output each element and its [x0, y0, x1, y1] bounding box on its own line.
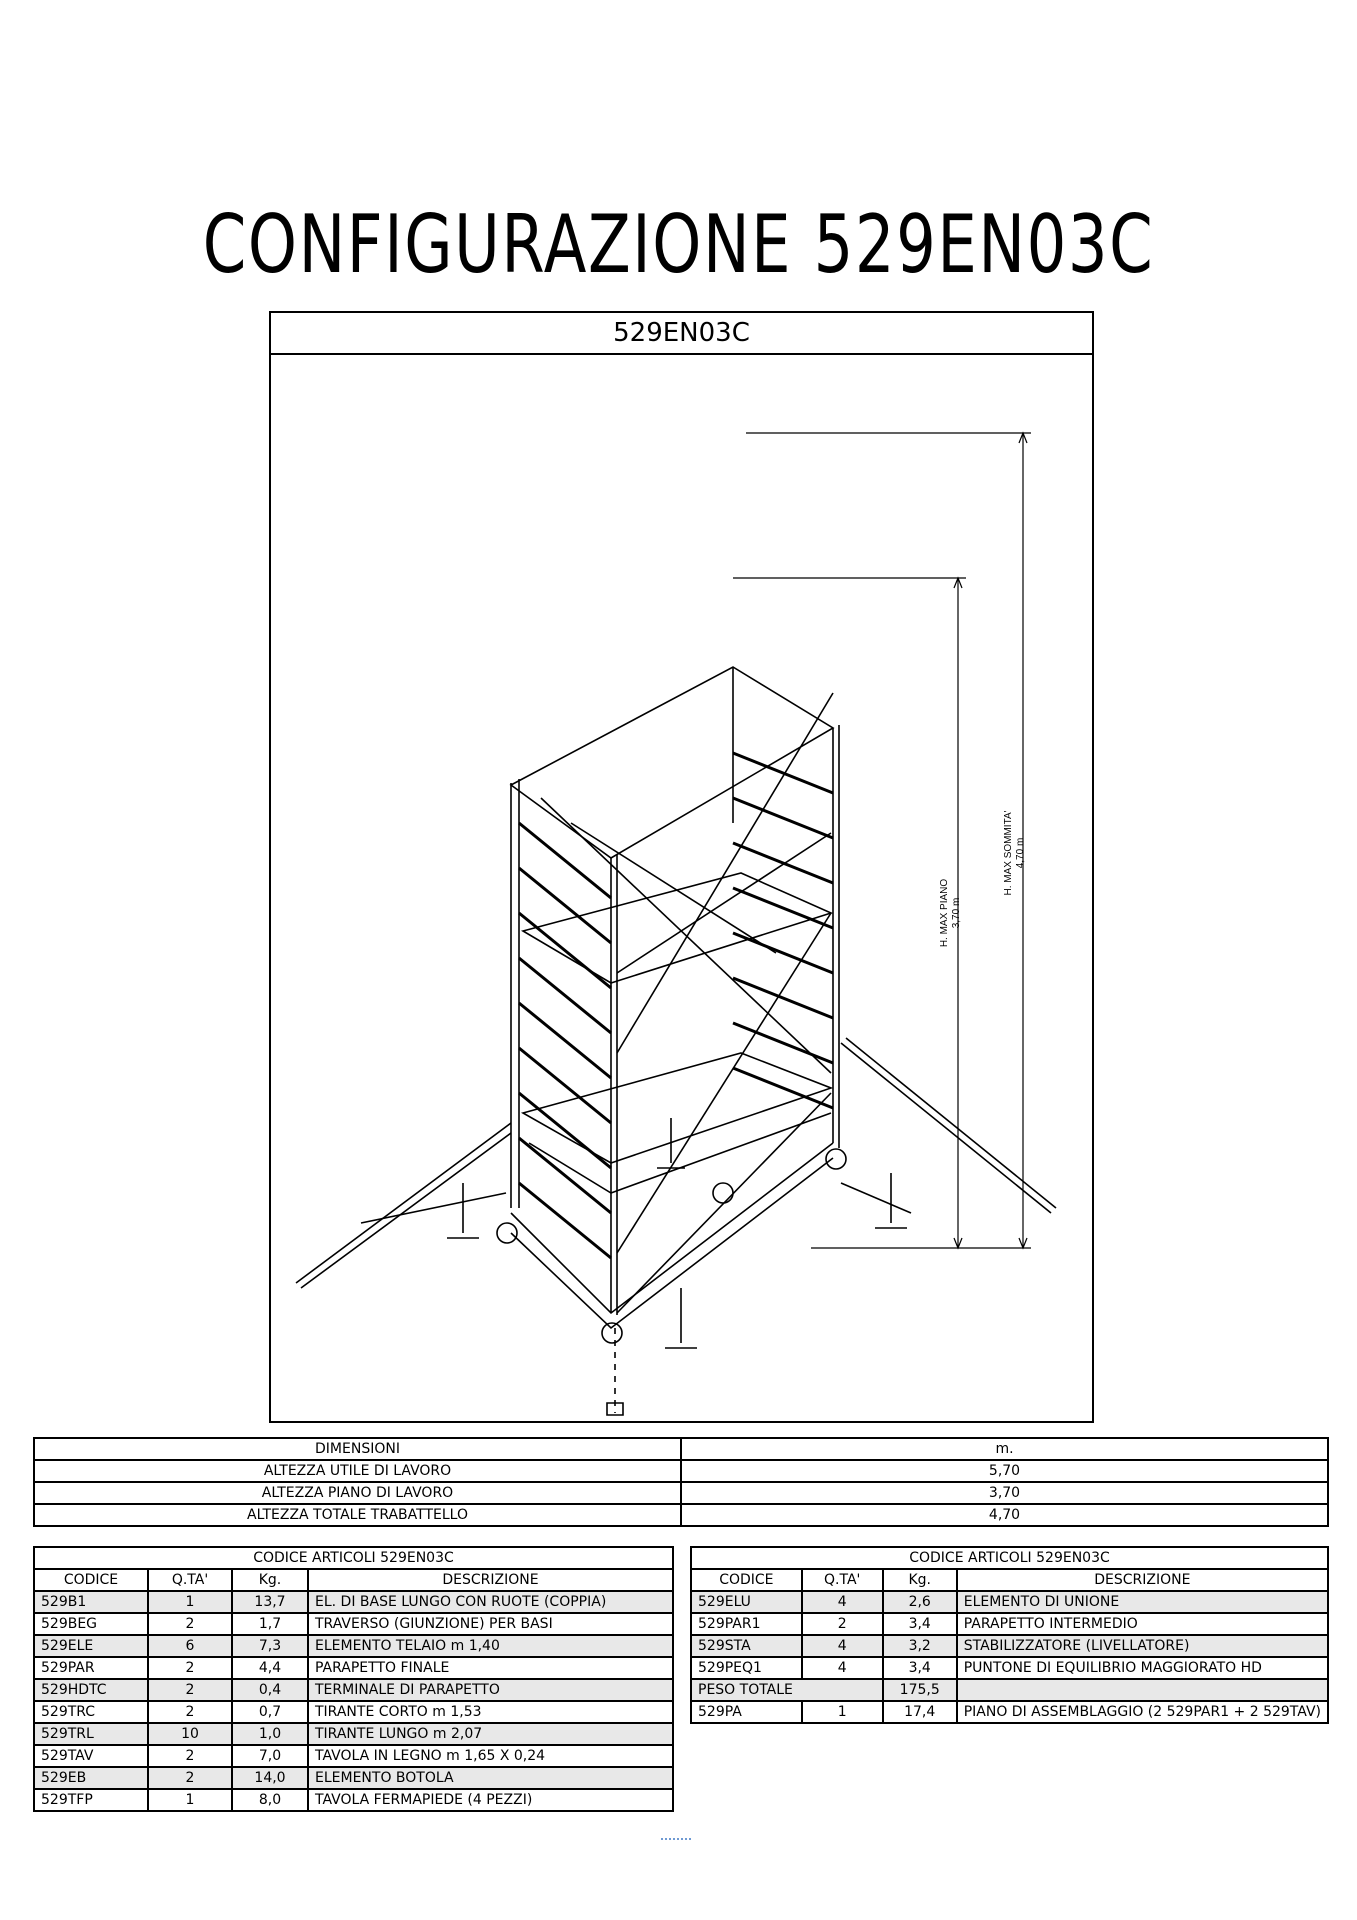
articles-right-title: CODICE ARTICOLI 529EN03C	[691, 1547, 1328, 1569]
article-qty: 6	[148, 1635, 232, 1657]
article-kg: 1,7	[232, 1613, 308, 1635]
article-description: PUNTONE DI EQUILIBRIO MAGGIORATO HD	[957, 1657, 1328, 1679]
dimension-lines	[733, 433, 1031, 1248]
column-header: DESCRIZIONE	[308, 1569, 673, 1591]
article-qty: 10	[148, 1723, 232, 1745]
article-description: TAVOLA FERMAPIEDE (4 PEZZI)	[308, 1789, 673, 1811]
article-code: 529PA	[691, 1701, 802, 1723]
article-code: 529B1	[34, 1591, 148, 1613]
article-qty: 1	[802, 1701, 883, 1723]
article-qty: 2	[148, 1767, 232, 1789]
dimensions-header-row	[34, 1438, 1328, 1460]
article-description: TIRANTE LUNGO m 2,07	[308, 1723, 673, 1745]
table-row	[34, 1657, 673, 1679]
total-empty	[957, 1679, 1328, 1701]
article-qty: 1	[148, 1789, 232, 1811]
label-sommita-1: H. MAX SOMMITA'	[1003, 810, 1014, 896]
label-piano-1: H. MAX PIANO	[939, 878, 950, 948]
table-row	[691, 1591, 1328, 1613]
article-qty: 2	[148, 1745, 232, 1767]
table-row	[34, 1591, 673, 1613]
articles-left-title: CODICE ARTICOLI 529EN03C	[34, 1547, 673, 1569]
article-description: TIRANTE CORTO m 1,53	[308, 1701, 673, 1723]
article-kg: 0,4	[232, 1679, 308, 1701]
dimension-value: 5,70	[681, 1460, 1328, 1482]
article-description: STABILIZZATORE (LIVELLATORE)	[957, 1635, 1328, 1657]
article-kg: 3,4	[883, 1657, 957, 1679]
column-header: Kg.	[232, 1569, 308, 1591]
article-code: 529TRC	[34, 1701, 148, 1723]
table-row	[34, 1767, 673, 1789]
table-row	[34, 1482, 1328, 1504]
column-header: DESCRIZIONE	[957, 1569, 1328, 1591]
dimensions-header-unit: m.	[681, 1438, 1328, 1460]
article-kg: 1,0	[232, 1723, 308, 1745]
article-code: 529BEG	[34, 1613, 148, 1635]
article-qty: 4	[802, 1657, 883, 1679]
article-description: TAVOLA IN LEGNO m 1,65 X 0,24	[308, 1745, 673, 1767]
table-row	[691, 1613, 1328, 1635]
dimension-label: ALTEZZA UTILE DI LAVORO	[34, 1460, 681, 1482]
table-row	[34, 1635, 673, 1657]
article-code: 529PAR1	[691, 1613, 802, 1635]
column-header: Kg.	[883, 1569, 957, 1591]
article-code: 529TFP	[34, 1789, 148, 1811]
article-kg: 17,4	[883, 1701, 957, 1723]
table-row	[34, 1701, 673, 1723]
article-kg: 7,3	[232, 1635, 308, 1657]
dimensions-table	[33, 1437, 1329, 1527]
table-row	[34, 1679, 673, 1701]
article-kg: 7,0	[232, 1745, 308, 1767]
column-header: CODICE	[34, 1569, 148, 1591]
scaffold-drawing	[271, 353, 1092, 1421]
article-code: 529PAR	[34, 1657, 148, 1679]
label-sommita-2: 4,70 m	[1015, 837, 1026, 869]
article-description: PIANO DI ASSEMBLAGGIO (2 529PAR1 + 2 529TAV)	[957, 1701, 1328, 1723]
article-kg: 3,4	[883, 1613, 957, 1635]
article-code: 529ELU	[691, 1591, 802, 1613]
article-kg: 3,2	[883, 1635, 957, 1657]
articles-right-header	[691, 1569, 1328, 1591]
article-description: EL. DI BASE LUNGO CON RUOTE (COPPIA)	[308, 1591, 673, 1613]
articles-table-right	[690, 1546, 1329, 1724]
article-qty: 4	[802, 1635, 883, 1657]
article-qty: 2	[148, 1679, 232, 1701]
drawing-header: 529EN03C	[271, 313, 1092, 355]
column-header: CODICE	[691, 1569, 802, 1591]
article-description: ELEMENTO DI UNIONE	[957, 1591, 1328, 1613]
articles-left-header	[34, 1569, 673, 1591]
article-qty: 2	[148, 1613, 232, 1635]
scaffold-frame	[296, 667, 1056, 1415]
article-code: 529STA	[691, 1635, 802, 1657]
table-row	[691, 1701, 1328, 1723]
article-description: PARAPETTO FINALE	[308, 1657, 673, 1679]
article-description: PARAPETTO INTERMEDIO	[957, 1613, 1328, 1635]
dimension-label: ALTEZZA PIANO DI LAVORO	[34, 1482, 681, 1504]
article-qty: 2	[802, 1613, 883, 1635]
article-code: 529ELE	[34, 1635, 148, 1657]
article-code: 529TRL	[34, 1723, 148, 1745]
dimensions-header-label: DIMENSIONI	[34, 1438, 681, 1460]
article-kg: 14,0	[232, 1767, 308, 1789]
article-description: ELEMENTO BOTOLA	[308, 1767, 673, 1789]
table-row	[34, 1745, 673, 1767]
column-header: Q.TA'	[802, 1569, 883, 1591]
article-code: 529HDTC	[34, 1679, 148, 1701]
table-row	[34, 1504, 1328, 1526]
dimension-value: 4,70	[681, 1504, 1328, 1526]
article-qty: 1	[148, 1591, 232, 1613]
table-row	[34, 1723, 673, 1745]
page-mark	[661, 1838, 691, 1844]
total-label: PESO TOTALE	[691, 1679, 883, 1701]
article-description: TRAVERSO (GIUNZIONE) PER BASI	[308, 1613, 673, 1635]
article-qty: 2	[148, 1701, 232, 1723]
table-row	[691, 1657, 1328, 1679]
article-qty: 2	[148, 1657, 232, 1679]
article-description: ELEMENTO TELAIO m 1,40	[308, 1635, 673, 1657]
article-code: 529EB	[34, 1767, 148, 1789]
dimension-label: ALTEZZA TOTALE TRABATTELLO	[34, 1504, 681, 1526]
article-kg: 2,6	[883, 1591, 957, 1613]
column-header: Q.TA'	[148, 1569, 232, 1591]
article-kg: 8,0	[232, 1789, 308, 1811]
total-row	[691, 1679, 1328, 1701]
article-kg: 13,7	[232, 1591, 308, 1613]
article-kg: 0,7	[232, 1701, 308, 1723]
articles-table-left	[33, 1546, 674, 1812]
article-code: 529PEQ1	[691, 1657, 802, 1679]
table-row	[691, 1635, 1328, 1657]
page-title: CONFIGURAZIONE 529EN03C	[202, 198, 1155, 291]
table-row	[34, 1460, 1328, 1482]
table-row	[34, 1789, 673, 1811]
dimension-value: 3,70	[681, 1482, 1328, 1504]
article-code: 529TAV	[34, 1745, 148, 1767]
label-piano-2: 3,70 m	[951, 897, 962, 929]
article-qty: 4	[802, 1591, 883, 1613]
article-description: TERMINALE DI PARAPETTO	[308, 1679, 673, 1701]
scaffold-drawing-panel	[269, 311, 1094, 1423]
article-kg: 4,4	[232, 1657, 308, 1679]
table-row	[34, 1613, 673, 1635]
total-value: 175,5	[883, 1679, 957, 1701]
